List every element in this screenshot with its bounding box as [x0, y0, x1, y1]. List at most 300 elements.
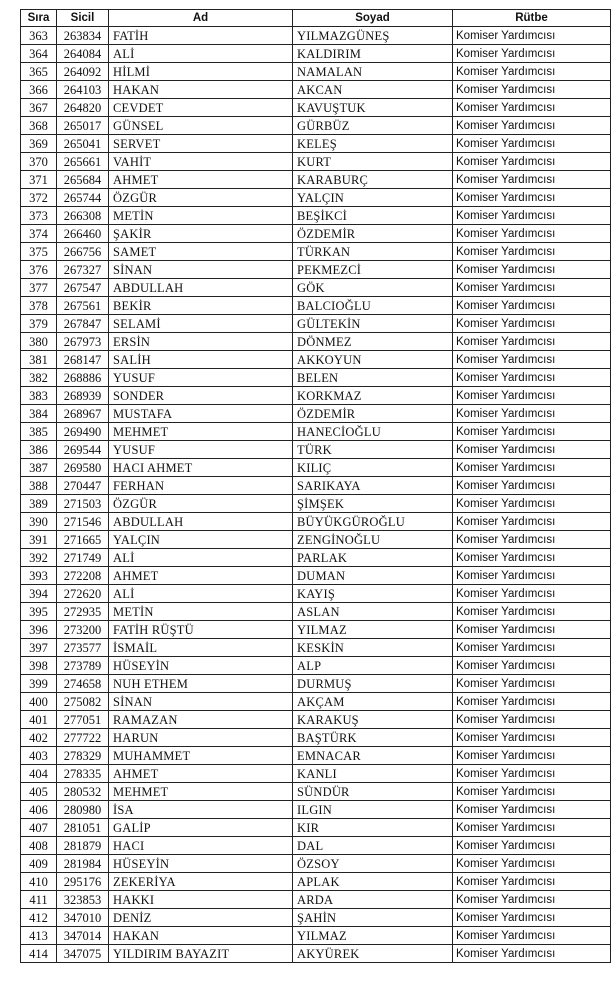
cell-sira: 412 [21, 909, 57, 927]
cell-sira: 366 [21, 81, 57, 99]
cell-sicil: 265661 [57, 153, 109, 171]
table-row [21, 459, 611, 477]
cell-sira: 413 [21, 927, 57, 945]
cell-rutbe: Komiser Yardımcısı [453, 297, 611, 315]
cell-sicil: 273789 [57, 657, 109, 675]
cell-sira: 383 [21, 387, 57, 405]
cell-soyad: ALP [293, 657, 453, 675]
table-row [21, 693, 611, 711]
cell-sira: 380 [21, 333, 57, 351]
cell-soyad: KURT [293, 153, 453, 171]
cell-soyad: KARAKUŞ [293, 711, 453, 729]
cell-ad: HACI AHMET [109, 459, 293, 477]
cell-ad: GALİP [109, 819, 293, 837]
cell-sira: 396 [21, 621, 57, 639]
cell-ad: GÜNSEL [109, 117, 293, 135]
cell-ad: SİNAN [109, 261, 293, 279]
cell-sicil: 280532 [57, 783, 109, 801]
table-row [21, 45, 611, 63]
cell-ad: HİLMİ [109, 63, 293, 81]
cell-sira: 400 [21, 693, 57, 711]
cell-rutbe: Komiser Yardımcısı [453, 333, 611, 351]
cell-sira: 389 [21, 495, 57, 513]
cell-rutbe: Komiser Yardımcısı [453, 621, 611, 639]
cell-sicil: 269490 [57, 423, 109, 441]
table-header-row [21, 10, 611, 27]
cell-rutbe: Komiser Yardımcısı [453, 369, 611, 387]
table-row [21, 405, 611, 423]
cell-sira: 372 [21, 189, 57, 207]
cell-soyad: HANECİOĞLU [293, 423, 453, 441]
cell-sicil: 323853 [57, 891, 109, 909]
cell-sicil: 266308 [57, 207, 109, 225]
cell-sicil: 268886 [57, 369, 109, 387]
cell-soyad: BEŞİKCİ [293, 207, 453, 225]
cell-ad: ALİ [109, 549, 293, 567]
cell-sicil: 268939 [57, 387, 109, 405]
cell-sira: 409 [21, 855, 57, 873]
cell-sicil: 347075 [57, 945, 109, 963]
cell-rutbe: Komiser Yardımcısı [453, 945, 611, 963]
cell-soyad: NAMALAN [293, 63, 453, 81]
cell-rutbe: Komiser Yardımcısı [453, 135, 611, 153]
cell-ad: MEHMET [109, 423, 293, 441]
table-row [21, 495, 611, 513]
cell-rutbe: Komiser Yardımcısı [453, 585, 611, 603]
cell-rutbe: Komiser Yardımcısı [453, 351, 611, 369]
cell-rutbe: Komiser Yardımcısı [453, 45, 611, 63]
cell-soyad: ÖZDEMİR [293, 405, 453, 423]
cell-sicil: 347014 [57, 927, 109, 945]
cell-sira: 407 [21, 819, 57, 837]
cell-soyad: GÜLTEKİN [293, 315, 453, 333]
table-row [21, 207, 611, 225]
cell-sira: 404 [21, 765, 57, 783]
cell-sira: 373 [21, 207, 57, 225]
cell-sira: 394 [21, 585, 57, 603]
cell-sira: 387 [21, 459, 57, 477]
cell-sira: 393 [21, 567, 57, 585]
cell-ad: MUSTAFA [109, 405, 293, 423]
cell-sicil: 277722 [57, 729, 109, 747]
cell-soyad: KIR [293, 819, 453, 837]
cell-rutbe: Komiser Yardımcısı [453, 801, 611, 819]
cell-rutbe: Komiser Yardımcısı [453, 495, 611, 513]
cell-sira: 384 [21, 405, 57, 423]
table-row [21, 639, 611, 657]
table-row [21, 657, 611, 675]
table-row [21, 549, 611, 567]
cell-rutbe: Komiser Yardımcısı [453, 783, 611, 801]
cell-sicil: 272208 [57, 567, 109, 585]
table-row [21, 315, 611, 333]
cell-rutbe: Komiser Yardımcısı [453, 459, 611, 477]
cell-sira: 406 [21, 801, 57, 819]
cell-sicil: 264820 [57, 99, 109, 117]
cell-sira: 392 [21, 549, 57, 567]
cell-sira: 381 [21, 351, 57, 369]
cell-rutbe: Komiser Yardımcısı [453, 639, 611, 657]
cell-sira: 388 [21, 477, 57, 495]
cell-rutbe: Komiser Yardımcısı [453, 549, 611, 567]
cell-sicil: 281879 [57, 837, 109, 855]
cell-sicil: 267847 [57, 315, 109, 333]
cell-soyad: DÖNMEZ [293, 333, 453, 351]
cell-rutbe: Komiser Yardımcısı [453, 189, 611, 207]
cell-sicil: 264092 [57, 63, 109, 81]
cell-rutbe: Komiser Yardımcısı [453, 765, 611, 783]
cell-sira: 364 [21, 45, 57, 63]
cell-ad: SAMET [109, 243, 293, 261]
cell-sira: 399 [21, 675, 57, 693]
cell-sicil: 278335 [57, 765, 109, 783]
table-row [21, 27, 611, 45]
personnel-table [20, 9, 611, 963]
table-row [21, 189, 611, 207]
cell-sicil: 347010 [57, 909, 109, 927]
cell-ad: MUHAMMET [109, 747, 293, 765]
table-row [21, 621, 611, 639]
cell-rutbe: Komiser Yardımcısı [453, 477, 611, 495]
cell-sira: 377 [21, 279, 57, 297]
cell-ad: ÖZGÜR [109, 495, 293, 513]
cell-soyad: TÜRKAN [293, 243, 453, 261]
cell-sicil: 271749 [57, 549, 109, 567]
cell-soyad: KALDIRIM [293, 45, 453, 63]
column-header-sicil: Sicil [57, 10, 109, 27]
cell-ad: BEKİR [109, 297, 293, 315]
cell-soyad: PARLAK [293, 549, 453, 567]
table-body [21, 27, 611, 963]
cell-soyad: YILMAZ [293, 927, 453, 945]
cell-soyad: ILGIN [293, 801, 453, 819]
cell-sicil: 268967 [57, 405, 109, 423]
cell-soyad: GÜRBÜZ [293, 117, 453, 135]
cell-soyad: DUMAN [293, 567, 453, 585]
cell-rutbe: Komiser Yardımcısı [453, 153, 611, 171]
table-row [21, 81, 611, 99]
table-row [21, 351, 611, 369]
cell-rutbe: Komiser Yardımcısı [453, 675, 611, 693]
cell-sicil: 264103 [57, 81, 109, 99]
cell-rutbe: Komiser Yardımcısı [453, 819, 611, 837]
table-row [21, 171, 611, 189]
cell-sicil: 295176 [57, 873, 109, 891]
cell-sicil: 264084 [57, 45, 109, 63]
cell-ad: HÜSEYİN [109, 855, 293, 873]
table-row [21, 243, 611, 261]
table-row [21, 63, 611, 81]
cell-ad: HÜSEYİN [109, 657, 293, 675]
table-row [21, 369, 611, 387]
cell-rutbe: Komiser Yardımcısı [453, 855, 611, 873]
cell-sicil: 281051 [57, 819, 109, 837]
cell-soyad: SARIKAYA [293, 477, 453, 495]
cell-sira: 371 [21, 171, 57, 189]
table-row [21, 333, 611, 351]
cell-ad: FATİH [109, 27, 293, 45]
cell-soyad: SÜNDÜR [293, 783, 453, 801]
column-header-ad: Ad [109, 10, 293, 27]
table-row [21, 909, 611, 927]
cell-rutbe: Komiser Yardımcısı [453, 423, 611, 441]
cell-ad: FATİH RÜŞTÜ [109, 621, 293, 639]
cell-rutbe: Komiser Yardımcısı [453, 99, 611, 117]
cell-sira: 410 [21, 873, 57, 891]
cell-soyad: ŞAHİN [293, 909, 453, 927]
cell-soyad: YILMAZ [293, 621, 453, 639]
cell-rutbe: Komiser Yardımcısı [453, 441, 611, 459]
cell-sira: 376 [21, 261, 57, 279]
cell-rutbe: Komiser Yardımcısı [453, 225, 611, 243]
table-row [21, 729, 611, 747]
table-row [21, 279, 611, 297]
cell-ad: AHMET [109, 765, 293, 783]
cell-soyad: ARDA [293, 891, 453, 909]
cell-ad: YUSUF [109, 369, 293, 387]
cell-ad: HAKAN [109, 81, 293, 99]
table-row [21, 873, 611, 891]
cell-soyad: AKCAN [293, 81, 453, 99]
cell-sira: 391 [21, 531, 57, 549]
cell-soyad: ZENGİNOĞLU [293, 531, 453, 549]
cell-ad: HAKKI [109, 891, 293, 909]
cell-sicil: 271503 [57, 495, 109, 513]
cell-ad: ALİ [109, 585, 293, 603]
table-row [21, 945, 611, 963]
cell-sira: 386 [21, 441, 57, 459]
cell-ad: İSA [109, 801, 293, 819]
cell-soyad: KAVUŞTUK [293, 99, 453, 117]
column-header-rutbe: Rütbe [453, 10, 611, 27]
cell-sira: 401 [21, 711, 57, 729]
cell-rutbe: Komiser Yardımcısı [453, 747, 611, 765]
cell-ad: İSMAİL [109, 639, 293, 657]
cell-ad: METİN [109, 603, 293, 621]
cell-ad: MEHMET [109, 783, 293, 801]
cell-soyad: AKYÜREK [293, 945, 453, 963]
cell-soyad: APLAK [293, 873, 453, 891]
cell-sicil: 266756 [57, 243, 109, 261]
cell-sicil: 265041 [57, 135, 109, 153]
cell-ad: RAMAZAN [109, 711, 293, 729]
table-row [21, 135, 611, 153]
cell-rutbe: Komiser Yardımcısı [453, 693, 611, 711]
cell-sicil: 273200 [57, 621, 109, 639]
table-row [21, 855, 611, 873]
cell-ad: YILDIRIM BAYAZIT [109, 945, 293, 963]
cell-sira: 367 [21, 99, 57, 117]
cell-ad: FERHAN [109, 477, 293, 495]
table-row [21, 531, 611, 549]
table-row [21, 117, 611, 135]
cell-sicil: 266460 [57, 225, 109, 243]
cell-soyad: ASLAN [293, 603, 453, 621]
table-row [21, 747, 611, 765]
cell-sicil: 263834 [57, 27, 109, 45]
cell-sira: 379 [21, 315, 57, 333]
cell-sira: 382 [21, 369, 57, 387]
cell-rutbe: Komiser Yardımcısı [453, 207, 611, 225]
cell-ad: METİN [109, 207, 293, 225]
table-row [21, 675, 611, 693]
cell-sicil: 272620 [57, 585, 109, 603]
table-row [21, 891, 611, 909]
cell-sicil: 269580 [57, 459, 109, 477]
cell-soyad: YALÇIN [293, 189, 453, 207]
cell-ad: ŞAKİR [109, 225, 293, 243]
cell-rutbe: Komiser Yardımcısı [453, 27, 611, 45]
cell-soyad: ŞİMŞEK [293, 495, 453, 513]
cell-ad: SONDER [109, 387, 293, 405]
cell-ad: DENİZ [109, 909, 293, 927]
cell-sira: 374 [21, 225, 57, 243]
cell-soyad: EMNACAR [293, 747, 453, 765]
cell-ad: SELAMİ [109, 315, 293, 333]
cell-sicil: 272935 [57, 603, 109, 621]
column-header-soyad: Soyad [293, 10, 453, 27]
cell-sicil: 265744 [57, 189, 109, 207]
cell-ad: ERSİN [109, 333, 293, 351]
table-row [21, 783, 611, 801]
cell-ad: SERVET [109, 135, 293, 153]
cell-ad: SİNAN [109, 693, 293, 711]
cell-ad: HARUN [109, 729, 293, 747]
table-row [21, 225, 611, 243]
cell-ad: ABDULLAH [109, 279, 293, 297]
cell-sicil: 278329 [57, 747, 109, 765]
cell-sira: 365 [21, 63, 57, 81]
cell-rutbe: Komiser Yardımcısı [453, 891, 611, 909]
cell-sira: 402 [21, 729, 57, 747]
cell-sicil: 269544 [57, 441, 109, 459]
cell-sicil: 281984 [57, 855, 109, 873]
cell-ad: AHMET [109, 567, 293, 585]
cell-rutbe: Komiser Yardımcısı [453, 315, 611, 333]
cell-sicil: 271665 [57, 531, 109, 549]
cell-ad: HACI [109, 837, 293, 855]
table-row [21, 585, 611, 603]
cell-rutbe: Komiser Yardımcısı [453, 387, 611, 405]
cell-sicil: 271546 [57, 513, 109, 531]
cell-rutbe: Komiser Yardımcısı [453, 567, 611, 585]
cell-ad: ZEKERİYA [109, 873, 293, 891]
cell-sira: 390 [21, 513, 57, 531]
cell-rutbe: Komiser Yardımcısı [453, 243, 611, 261]
table-row [21, 801, 611, 819]
cell-rutbe: Komiser Yardımcısı [453, 909, 611, 927]
cell-rutbe: Komiser Yardımcısı [453, 63, 611, 81]
cell-sicil: 267561 [57, 297, 109, 315]
cell-sira: 403 [21, 747, 57, 765]
table-row [21, 261, 611, 279]
cell-rutbe: Komiser Yardımcısı [453, 405, 611, 423]
table-row [21, 927, 611, 945]
cell-sicil: 275082 [57, 693, 109, 711]
cell-rutbe: Komiser Yardımcısı [453, 927, 611, 945]
cell-ad: NUH ETHEM [109, 675, 293, 693]
cell-sicil: 273577 [57, 639, 109, 657]
cell-sicil: 267327 [57, 261, 109, 279]
cell-soyad: ÖZDEMİR [293, 225, 453, 243]
cell-sira: 369 [21, 135, 57, 153]
cell-rutbe: Komiser Yardımcısı [453, 279, 611, 297]
cell-sira: 368 [21, 117, 57, 135]
cell-sicil: 270447 [57, 477, 109, 495]
cell-sicil: 265017 [57, 117, 109, 135]
cell-ad: AHMET [109, 171, 293, 189]
cell-sicil: 268147 [57, 351, 109, 369]
cell-sicil: 274658 [57, 675, 109, 693]
cell-sira: 363 [21, 27, 57, 45]
cell-soyad: DAL [293, 837, 453, 855]
cell-sira: 398 [21, 657, 57, 675]
table-row [21, 387, 611, 405]
cell-soyad: KANLI [293, 765, 453, 783]
cell-sira: 408 [21, 837, 57, 855]
cell-ad: ALİ [109, 45, 293, 63]
cell-soyad: GÖK [293, 279, 453, 297]
cell-rutbe: Komiser Yardımcısı [453, 657, 611, 675]
table-row [21, 513, 611, 531]
cell-soyad: KILIÇ [293, 459, 453, 477]
table-row [21, 837, 611, 855]
cell-sicil: 265684 [57, 171, 109, 189]
cell-soyad: KESKİN [293, 639, 453, 657]
cell-rutbe: Komiser Yardımcısı [453, 873, 611, 891]
table-row [21, 567, 611, 585]
cell-sira: 395 [21, 603, 57, 621]
table-row [21, 441, 611, 459]
cell-ad: YALÇIN [109, 531, 293, 549]
cell-soyad: ÖZSOY [293, 855, 453, 873]
table-row [21, 99, 611, 117]
cell-rutbe: Komiser Yardımcısı [453, 729, 611, 747]
cell-sicil: 280980 [57, 801, 109, 819]
cell-sira: 370 [21, 153, 57, 171]
cell-sira: 375 [21, 243, 57, 261]
cell-soyad: KORKMAZ [293, 387, 453, 405]
cell-soyad: PEKMEZCİ [293, 261, 453, 279]
cell-rutbe: Komiser Yardımcısı [453, 261, 611, 279]
cell-sira: 397 [21, 639, 57, 657]
table-row [21, 819, 611, 837]
table-row [21, 297, 611, 315]
cell-sicil: 267547 [57, 279, 109, 297]
cell-sira: 414 [21, 945, 57, 963]
cell-soyad: BÜYÜKGÜROĞLU [293, 513, 453, 531]
cell-soyad: BALCIOĞLU [293, 297, 453, 315]
table-row [21, 765, 611, 783]
table-row [21, 477, 611, 495]
cell-ad: VAHİT [109, 153, 293, 171]
cell-soyad: BAŞTÜRK [293, 729, 453, 747]
cell-soyad: YILMAZGÜNEŞ [293, 27, 453, 45]
cell-ad: ABDULLAH [109, 513, 293, 531]
cell-rutbe: Komiser Yardımcısı [453, 531, 611, 549]
cell-soyad: DURMUŞ [293, 675, 453, 693]
cell-ad: ÖZGÜR [109, 189, 293, 207]
cell-sira: 405 [21, 783, 57, 801]
cell-soyad: TÜRK [293, 441, 453, 459]
cell-rutbe: Komiser Yardımcısı [453, 171, 611, 189]
cell-sira: 385 [21, 423, 57, 441]
cell-rutbe: Komiser Yardımcısı [453, 711, 611, 729]
cell-ad: HAKAN [109, 927, 293, 945]
cell-ad: CEVDET [109, 99, 293, 117]
cell-sira: 411 [21, 891, 57, 909]
cell-ad: YUSUF [109, 441, 293, 459]
